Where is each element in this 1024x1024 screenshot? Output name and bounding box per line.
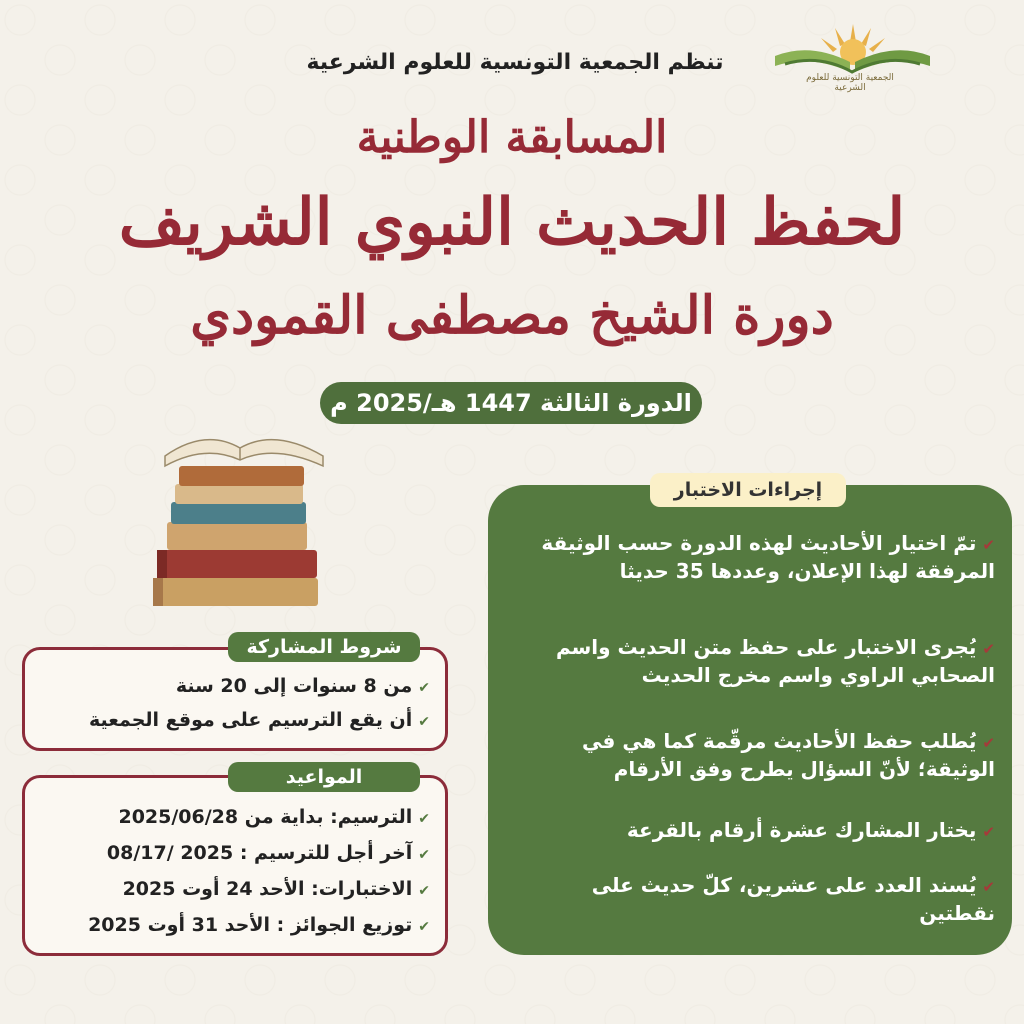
check-icon: ✔ — [418, 680, 430, 696]
check-icon: ✔ — [982, 823, 995, 841]
check-icon: ✔ — [982, 640, 995, 658]
conditions-heading: شروط المشاركة — [228, 632, 420, 662]
dates-heading: المواعيد — [228, 762, 420, 792]
condition-item: ✔من 8 سنوات إلى 20 سنة — [175, 675, 430, 697]
date-item: ✔الترسيم: بداية من 2025/06/28 — [118, 806, 430, 828]
procedures-heading: إجراءات الاختبار — [650, 473, 846, 507]
organizer-line: تنظم الجمعية التونسية للعلوم الشرعية — [306, 50, 724, 75]
check-icon: ✔ — [982, 734, 995, 752]
check-icon: ✔ — [418, 919, 430, 935]
title-line-2: لحفظ الحديث النبوي الشريف — [118, 185, 906, 260]
condition-item: ✔أن يقع الترسيم على موقع الجمعية — [88, 709, 430, 731]
check-icon: ✔ — [418, 847, 430, 863]
procedure-item: ✔يُسند العدد على عشرين، كلّ حديث على نقطتين — [591, 873, 995, 925]
check-icon: ✔ — [418, 883, 430, 899]
procedure-item: ✔يُجرى الاختبار على حفظ متن الحديث واسم الصحابي الراوي واسم مخرج الحديث — [555, 635, 995, 687]
books-stack-illustration — [145, 428, 335, 618]
date-item: ✔آخر أجل للترسيم : 2025 /08/17 — [106, 842, 430, 864]
date-item: ✔الاختبارات: الأحد 24 أوت 2025 — [122, 878, 430, 900]
procedure-item: ✔تمّ اختيار الأحاديث لهذه الدورة حسب الوثيقة المرفقة لهذا الإعلان، وعددها 35 حديثا — [541, 531, 995, 583]
session-badge: الدورة الثالثة 1447 هـ/2025 م — [320, 382, 702, 424]
logo-caption: الجمعية التونسية للعلوم الشرعية — [806, 73, 894, 93]
procedure-item: ✔يختار المشارك عشرة أرقام بالقرعة — [626, 818, 995, 842]
conditions-box — [22, 647, 448, 751]
title-line-1: المسابقة الوطنية — [356, 112, 668, 163]
check-icon: ✔ — [418, 811, 430, 827]
check-icon: ✔ — [982, 878, 995, 896]
check-icon: ✔ — [982, 536, 995, 554]
date-item: ✔توزيع الجوائز : الأحد 31 أوت 2025 — [88, 914, 430, 936]
title-line-3: دورة الشيخ مصطفى القمودي — [190, 285, 834, 346]
procedure-item: ✔يُطلب حفظ الأحاديث مرقّمة كما هي في الوثيقة؛ لأنّ السؤال يطرح وفق الأرقام — [582, 729, 995, 781]
check-icon: ✔ — [418, 714, 430, 730]
